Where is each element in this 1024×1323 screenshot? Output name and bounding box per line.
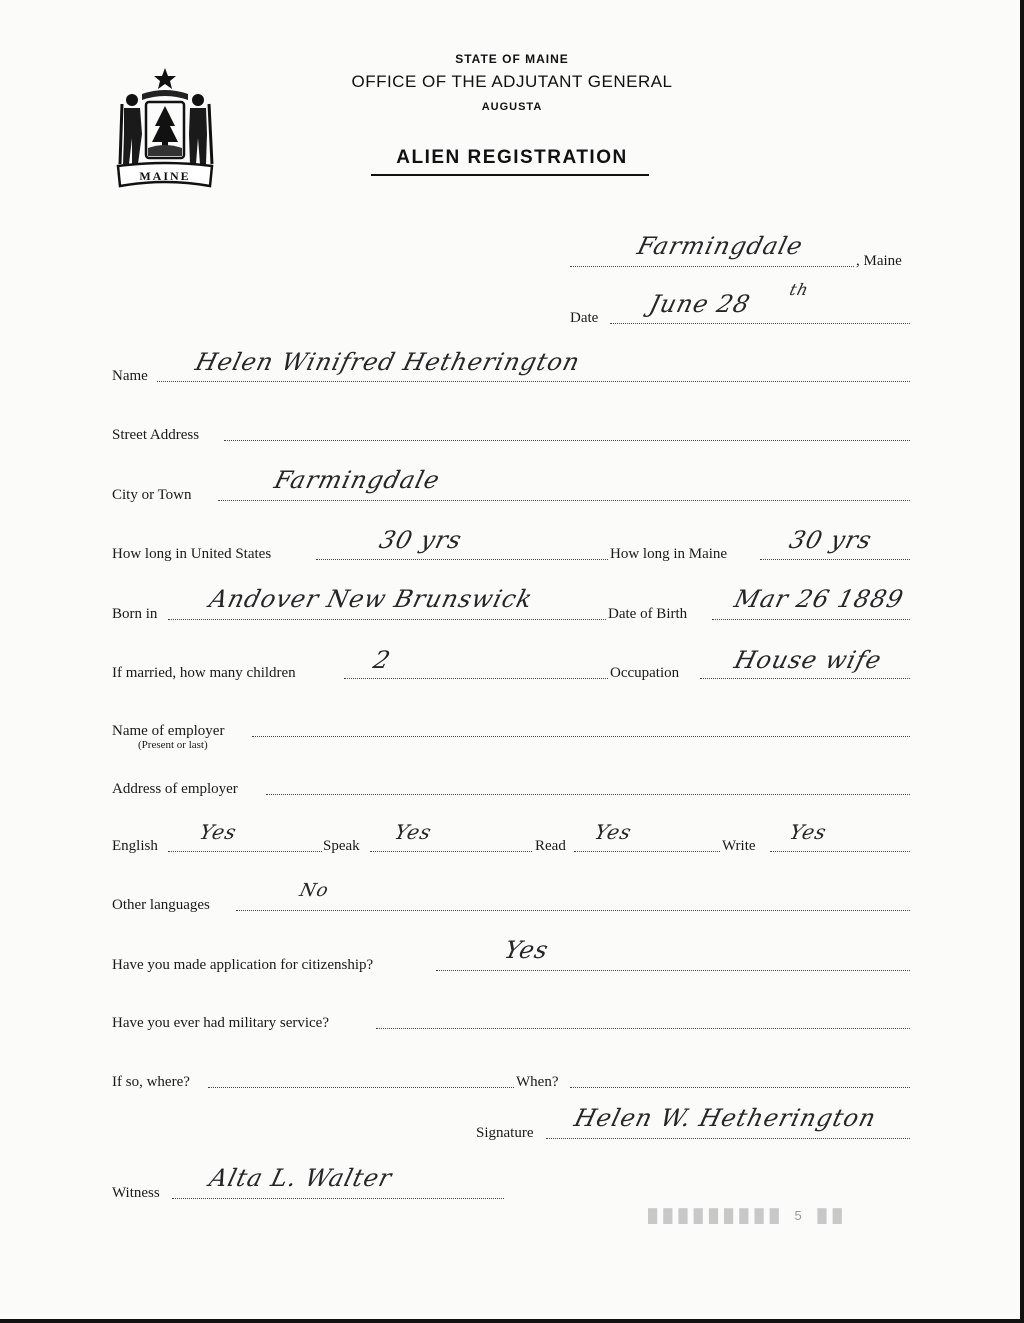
seal-banner-text: MAINE [139,169,191,183]
signature-line [546,1138,910,1139]
date-label: Date [570,310,599,326]
when-line [570,1087,910,1088]
witness-label: Witness [112,1185,160,1201]
speak-line [370,851,532,852]
header-office: OFFICE OF THE ADJUTANT GENERAL [351,72,673,91]
signature-entry: Helen W. Hetherington [571,1104,880,1132]
occupation-entry: House wife [731,646,885,674]
english-line [168,851,322,852]
town-entry: Farmingdale [634,232,807,260]
city-label: City or Town [112,487,192,503]
children-entry: 2 [370,646,394,674]
born-in-line [168,619,606,620]
citizenship-entry: Yes [501,936,552,964]
born-in-entry: Andover New Brunswick [206,585,536,613]
how-long-us-label: How long in United States [112,546,272,562]
occupation-line [700,678,910,679]
citizenship-label: Have you made application for citizenship? [112,957,374,973]
other-languages-entry: No [297,880,332,901]
how-long-maine-line [760,559,910,560]
date-of-birth-entry: Mar 26 1889 [731,585,907,613]
other-languages-label: Other languages [112,897,210,913]
how-long-us-entry: 30 yrs [376,526,466,554]
date-line [610,323,910,324]
employer-address-label: Address of employer [112,781,238,797]
maine-suffix: , Maine [856,253,902,269]
speak-entry: Yes [392,820,435,844]
name-label: Name [112,368,148,384]
date-suffix-entry: th [787,280,812,299]
city-entry: Farmingdale [271,466,444,494]
header-city: AUGUSTA [481,101,543,113]
read-line [574,851,720,852]
title-underline [371,174,649,176]
employer-line [252,736,910,737]
read-entry: Yes [592,820,635,844]
form-title: ALIEN REGISTRATION [396,147,628,168]
where-line [208,1087,514,1088]
signature-label: Signature [476,1125,534,1141]
write-line [770,851,910,852]
when-label: When? [516,1074,559,1090]
read-label: Read [535,838,566,854]
city-line [218,500,910,501]
header-state: STATE OF MAINE [455,52,569,66]
children-label: If married, how many children [112,665,296,681]
employer-address-line [266,794,910,795]
write-entry: Yes [787,820,830,844]
date-of-birth-line [712,619,910,620]
english-label: English [112,838,158,854]
employer-sublabel: (Present or last) [138,739,208,751]
witness-entry: Alta L. Walter [206,1164,396,1192]
military-line [376,1028,910,1029]
write-label: Write [722,838,756,854]
name-entry: Helen Winifred Hetherington [192,348,584,376]
how-long-maine-label: How long in Maine [610,546,728,562]
occupation-label: Occupation [610,665,680,681]
children-line [344,678,608,679]
military-label: Have you ever had military service? [112,1015,329,1031]
date-entry: June 28 [646,290,754,318]
how-long-maine-entry: 30 yrs [786,526,876,554]
english-entry: Yes [197,820,240,844]
citizenship-line [436,970,910,971]
street-line [224,440,910,441]
street-label: Street Address [112,427,200,443]
employer-label: Name of employer [112,723,225,739]
name-line [157,381,910,382]
speak-label: Speak [323,838,360,854]
where-label: If so, where? [112,1074,190,1090]
born-in-label: Born in [112,606,158,622]
faint-date-stamp: █████████ 5 ██ [648,1208,848,1223]
town-line [570,266,854,267]
witness-line [172,1198,504,1199]
other-languages-line [236,910,910,911]
date-of-birth-label: Date of Birth [608,606,688,622]
how-long-us-line [316,559,608,560]
